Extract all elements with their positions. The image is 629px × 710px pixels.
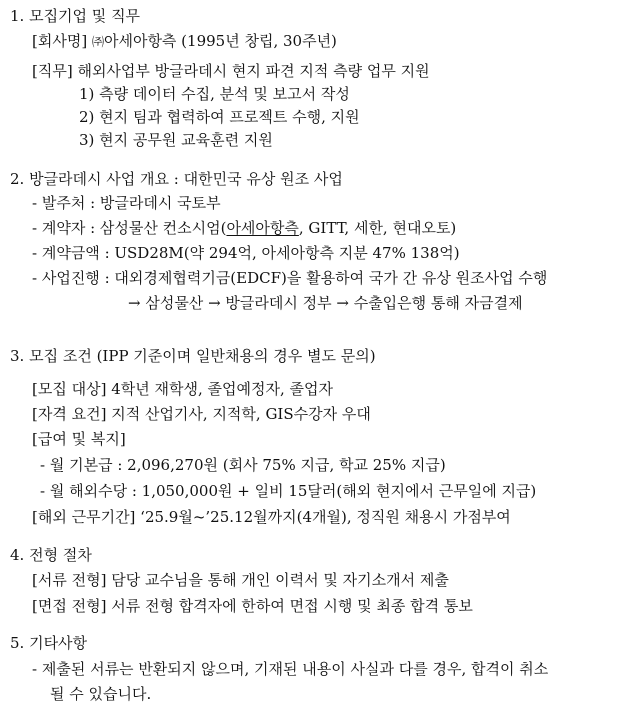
job-line: [직무] 해외사업부 방글라데시 현지 파견 지적 측량 업무 지원 [32,62,430,80]
section-1-title: 1. 모집기업 및 직무 [10,7,141,25]
contractor-underlined: 아세아항측 [226,219,299,237]
overseas-pay-line: - 월 해외수당 : 1,050,000원 + 일비 15달러(해외 현지에서 근무일에 지급) [40,482,537,500]
contractor-label: - 계약자 : 삼성물산 컨소시엄( [32,219,227,237]
progress-line: - 사업진행 : 대외경제협력기금(EDCF)을 활용하여 국가 간 유상 원조사업 수행 [32,269,548,287]
contractor-line [32,218,456,238]
company-label: [회사명] [32,32,92,50]
note-line: - 제출된 서류는 반환되지 않으며, 기재된 내용이 사실과 다를 경우, 합격이 취소 [32,660,549,678]
interview-screening-line: [면접 전형] 서류 전형 합격자에 한하여 면접 시행 및 최종 합격 통보 [32,597,473,615]
section-3-title: 3. 모집 조건 (IPP 기준이며 일반채용의 경우 별도 문의) [10,347,376,365]
duty-item: 3) 현지 공무원 교육훈련 지원 [79,131,273,149]
contractor-rest: , GITT, 세한, 현대오토) [298,219,457,237]
document-screening-line: [서류 전형] 담당 교수님을 통해 개인 이력서 및 자기소개서 제출 [32,571,449,589]
base-pay-line: - 월 기본급 : 2,096,270원 (회사 75% 지급, 학교 25% 지급) [40,456,446,474]
note-line-continued: 될 수 있습니다. [50,685,152,703]
qualification-line: [자격 요건] 지적 산업기사, 지적학, GIS수강자 우대 [32,405,371,423]
company-name: 아세아항측 (1995년 창립, 30주년) [103,32,337,50]
section-2-title: 2. 방글라데시 사업 개요 : 대한민국 유상 원조 사업 [10,170,343,188]
amount-line: - 계약금액 : USD28M(약 294억, 아세아항측 지분 47% 138억) [32,244,460,262]
section-5-title: 5. 기타사항 [10,634,88,652]
duty-item: 1) 측량 데이터 수집, 분석 및 보고서 작성 [79,85,350,103]
client-line: - 발주처 : 방글라데시 국토부 [32,194,221,212]
period-line: [해외 근무기간] ‘25.9월~’25.12월까지(4개월), 정직원 채용시 가점부여 [32,508,511,526]
target-line: [모집 대상] 4학년 재학생, 졸업예정자, 졸업자 [32,380,333,398]
company-line [32,31,337,52]
benefit-heading: [급여 및 복지] [32,430,126,448]
company-corp-mark: ㈜ [91,35,104,49]
section-4-title: 4. 전형 절차 [10,546,92,564]
duty-item: 2) 현지 팀과 협력하여 프로젝트 수행, 지원 [79,108,360,126]
flow-line: → 삼성물산 → 방글라데시 정부 → 수출입은행 통해 자금결제 [128,294,523,312]
